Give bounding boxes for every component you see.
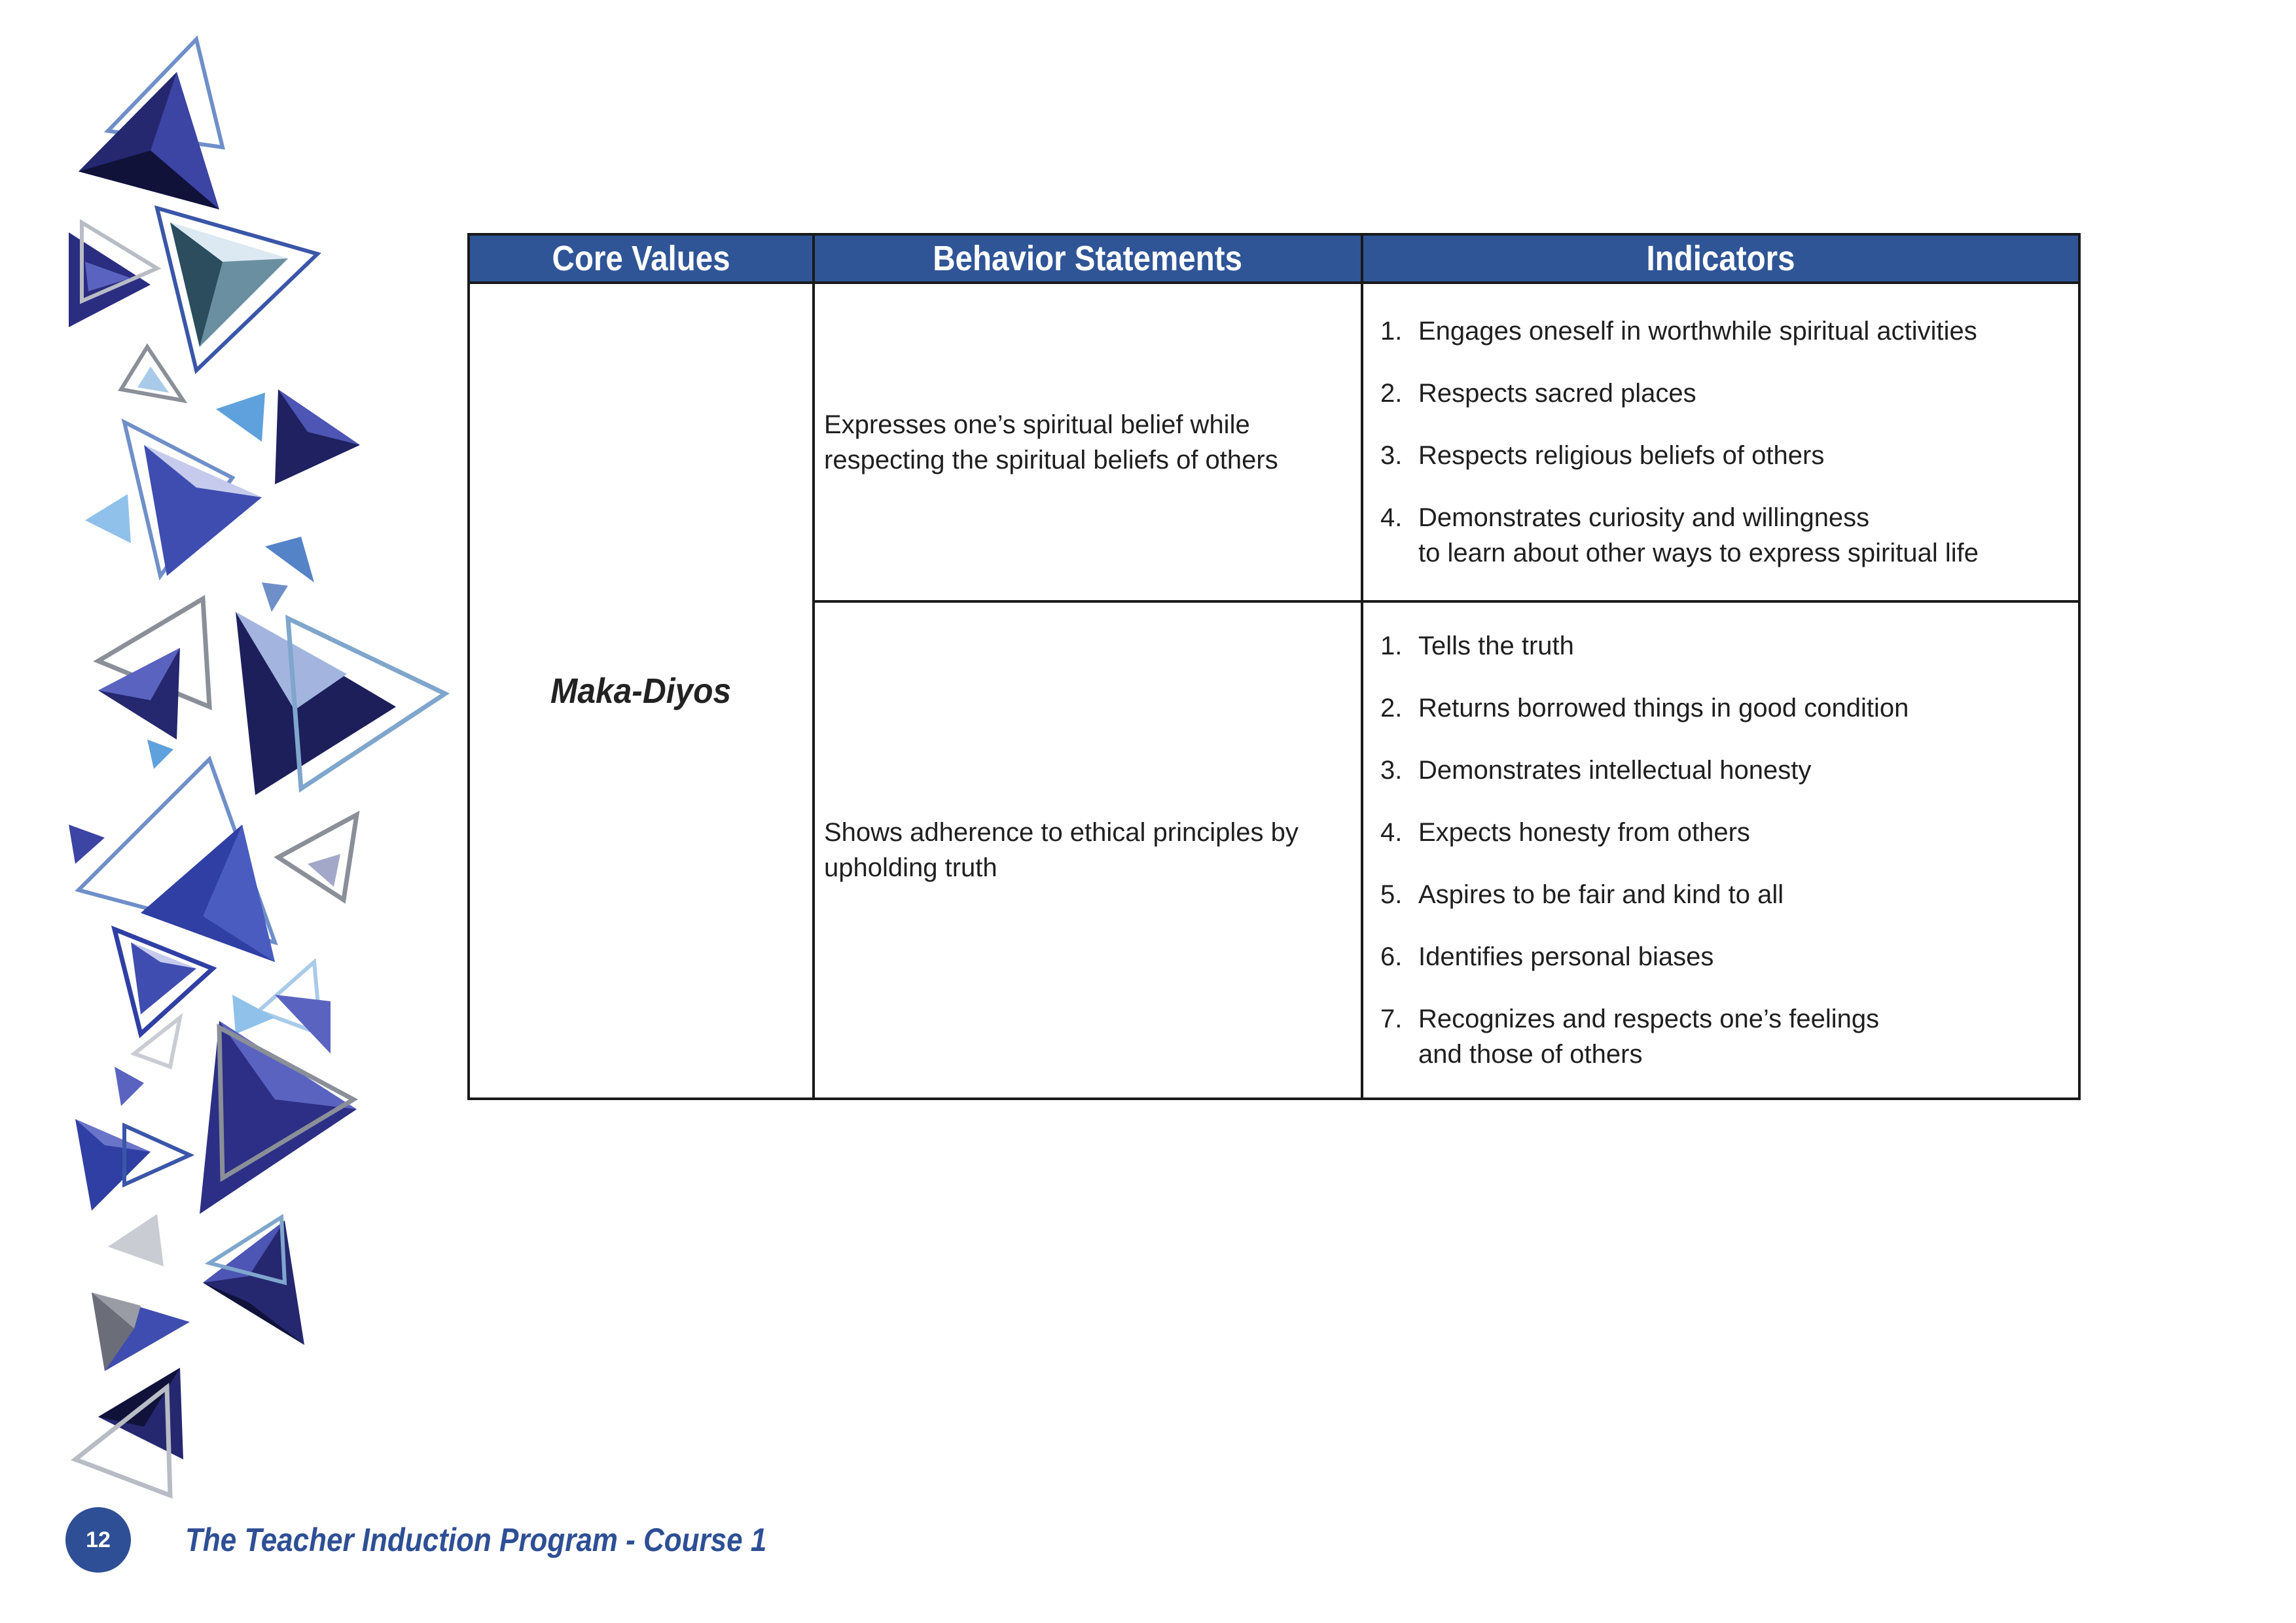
indicator-list (1380, 313, 2066, 571)
triangle-shape (115, 1067, 144, 1106)
triangle-shape (265, 537, 314, 582)
indicators-cell (1362, 601, 2079, 1099)
triangle-shape (108, 1214, 164, 1266)
behavior-statement-cell (814, 283, 1362, 601)
header-core-values: Core Values (469, 234, 814, 283)
behavior-statement-cell (814, 601, 1362, 1099)
core-values-table (467, 233, 2081, 1100)
list-item: 3. Respects religious beliefs of others (1380, 441, 1825, 470)
behavior-statement: Shows adherence to ethical principles by upholding truth (824, 818, 1299, 882)
triangle-shape (216, 393, 265, 442)
decorative-triangles (0, 0, 458, 1505)
table-header-row (469, 234, 2079, 283)
list-item: 3. Demonstrates intellectual honesty (1380, 756, 1812, 785)
list-item: 4. Demonstrates curiosity and willingness to learn about other ways to express spiritual life (1380, 503, 1979, 567)
triangle-outline-shape (134, 1018, 180, 1067)
list-item: 6. Identifies personal biases (1380, 942, 1714, 971)
behavior-statement: Expresses one’s spiritual belief while respecting the spiritual beliefs of others (824, 410, 1278, 474)
triangle-shape (85, 494, 131, 543)
list-item: 4. Expects honesty from others (1380, 818, 1750, 847)
header-behavior-statements: Behavior Statements (814, 234, 1362, 283)
triangle-outline-shape (278, 815, 357, 900)
core-value-cell (469, 283, 814, 1099)
triangle-shape (69, 825, 105, 864)
list-item: 7. Recognizes and respects one’s feelings and those of others (1380, 1005, 1880, 1069)
core-value-label: Maka-Diyos (550, 671, 732, 711)
list-item: 2. Returns borrowed things in good condition (1380, 694, 1909, 722)
list-item: 5. Aspires to be fair and kind to all (1380, 880, 1784, 909)
triangle-shape (147, 740, 173, 769)
indicators-cell (1362, 283, 2079, 601)
triangle-shape (131, 942, 196, 1014)
triangle-shape (262, 582, 288, 612)
table-row (469, 283, 2079, 601)
header-indicators: Indicators (1362, 234, 2079, 283)
list-item: 2. Respects sacred places (1380, 379, 1696, 408)
list-item: 1. Engages oneself in worthwhile spiritual activities (1380, 317, 1977, 346)
list-item: 1. Tells the truth (1380, 632, 1574, 660)
indicator-list (1380, 628, 2066, 1072)
triangle-shape (203, 1221, 304, 1345)
footer-title: The Teacher Induction Program - Course 1 (185, 1522, 767, 1558)
page-number-badge: 12 (65, 1507, 131, 1573)
triangle-shape (275, 995, 331, 1054)
